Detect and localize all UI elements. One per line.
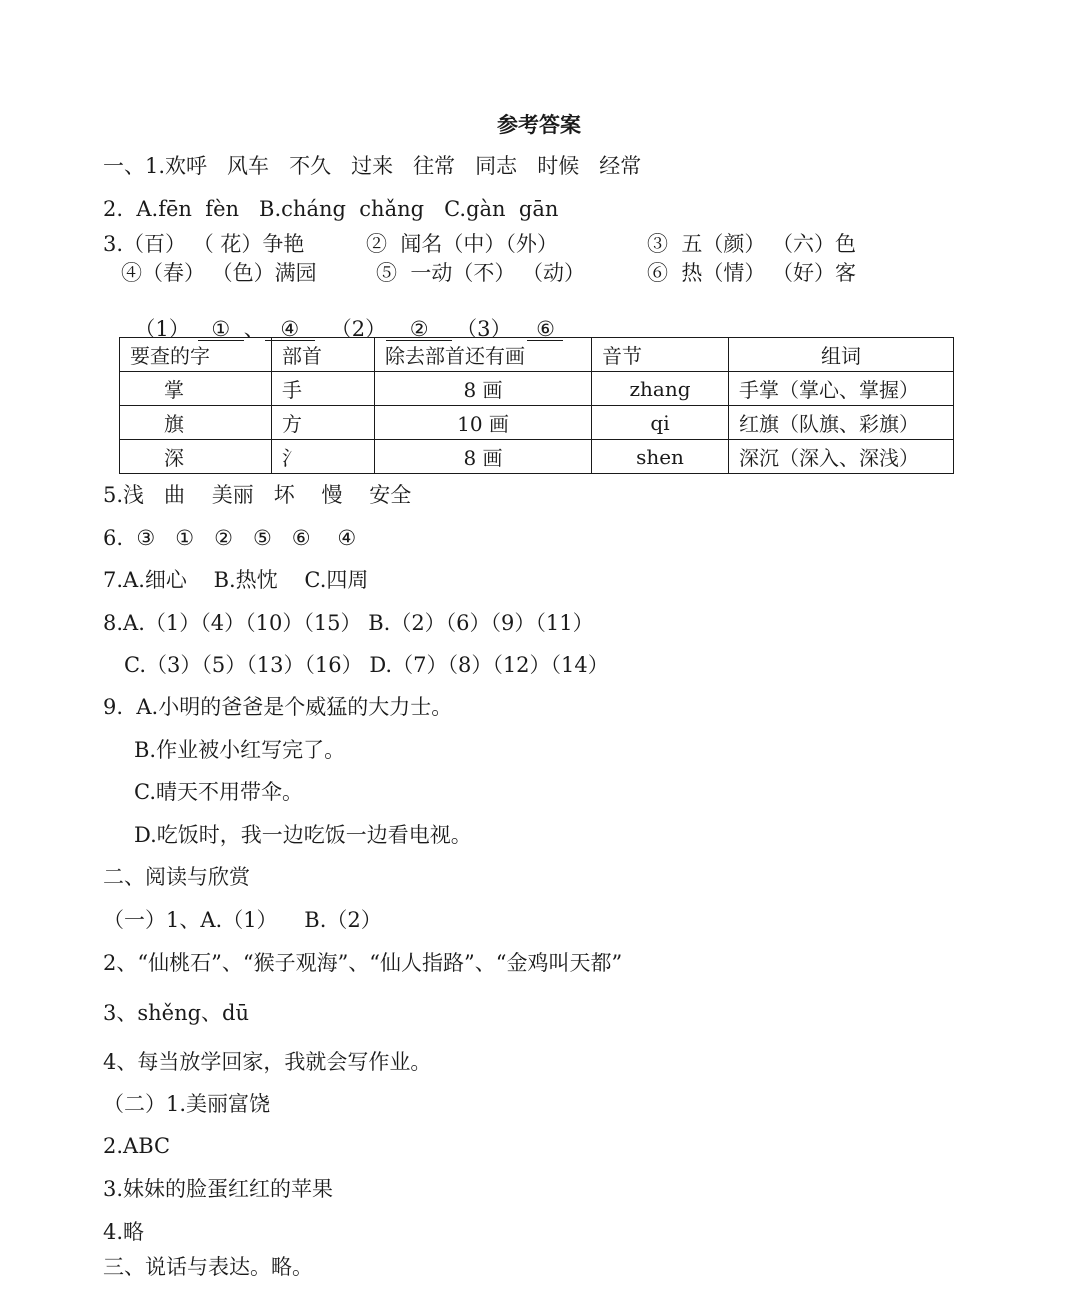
table-header-cell: 组词 (729, 338, 954, 372)
table-cell: 手 (272, 372, 375, 406)
answer-line-2: 2. A.fēn fèn B.cháng chǎng C.gàn gān (103, 197, 559, 221)
table-cell: 掌 (120, 372, 272, 406)
answer-line-20: 2.ABC (103, 1134, 171, 1158)
table-cell: 方 (272, 406, 375, 440)
table-cell: 氵 (272, 440, 375, 474)
section-heading-reading: 二、阅读与欣赏 (103, 865, 250, 889)
table-cell: 红旗（队旗、彩旗） (729, 406, 954, 440)
answer-line-4c: ⑥ 热（情） （好）客 (647, 261, 857, 285)
fill-answer-2: ④ (265, 319, 315, 341)
answer-line-13: D.吃饭时，我一边吃饭一边看电视。 (134, 823, 472, 847)
table-row (120, 372, 954, 406)
answer-line-17: 3、shěng、dū (103, 1001, 250, 1025)
answer-line-6: 6. ③ ① ② ⑤ ⑥ ④ (103, 526, 357, 550)
answer-line-16: 2、“仙桃石”、“猴子观海”、“仙人指路”、“金鸡叫天都” (103, 951, 623, 975)
answer-line-3a: 3.（百） （ 花）争艳 (103, 232, 305, 256)
answer-line-7: 7.A.细心 B.热忱 C.四周 (103, 568, 369, 592)
table-header-cell: 部首 (272, 338, 375, 372)
fill-answer-1: ① (198, 319, 244, 341)
table-cell: qi (592, 406, 729, 440)
fill-answer-4: ⑥ (527, 319, 563, 341)
answer-line-4a: ④（春） （色）满园 (121, 261, 317, 285)
answer-line-12: C.晴天不用带伞。 (134, 780, 303, 804)
fill-label-3: （3） (456, 317, 512, 341)
table-header-cell: 除去部首还有画 (375, 338, 592, 372)
answer-line-19: （二）1.美丽富饶 (103, 1092, 271, 1116)
fill-label-2: （2） (330, 317, 387, 341)
table-cell: 10 画 (375, 406, 592, 440)
table-row (120, 440, 954, 474)
answer-line-15: （一）1、A.（1） B.（2） (103, 908, 382, 932)
table-row (120, 406, 954, 440)
fill-separator: 、 (243, 317, 265, 341)
table-cell: shen (592, 440, 729, 474)
answer-line-4b: ⑤ 一动（不） （动） (376, 261, 586, 285)
table-cell: zhang (592, 372, 729, 406)
section-heading-speaking: 三、说话与表达。略。 (103, 1255, 313, 1279)
fill-blank-line (121, 298, 563, 341)
table-cell: 手掌（掌心、掌握） (729, 372, 954, 406)
answer-line-22: 4.略 (103, 1220, 145, 1244)
fill-answer-3: ② (386, 319, 452, 341)
table-header-cell: 音节 (592, 338, 729, 372)
page-title: 参考答案 (497, 112, 581, 137)
table-cell: 深沉（深入、深浅） (729, 440, 954, 474)
answer-line-8: 8.A.（1）（4）（10）（15） B.（2）（6）（9）（11） (103, 611, 594, 635)
answer-line-18: 4、每当放学回家，我就会写作业。 (103, 1050, 432, 1074)
character-lookup-table (119, 337, 954, 474)
table-header-row (120, 338, 954, 372)
table-cell: 深 (120, 440, 272, 474)
answer-line-3b: ② 闻名（中）（外） (366, 232, 558, 256)
answer-line-9: C.（3）（5）（13）（16） D.（7）（8）（12）（14） (124, 653, 609, 677)
table-header-cell: 要查的字 (120, 338, 272, 372)
table-cell: 8 画 (375, 440, 592, 474)
table-cell: 8 画 (375, 372, 592, 406)
table-cell: 旗 (120, 406, 272, 440)
fill-label-1: （1） (134, 317, 190, 341)
answer-line-11: B.作业被小红写完了。 (134, 738, 346, 762)
answer-line-21: 3.妹妹的脸蛋红红的苹果 (103, 1177, 334, 1201)
answer-line-10: 9. A.小明的爸爸是个威猛的大力士。 (103, 695, 453, 719)
answer-line-5: 5.浅 曲 美丽 坏 慢 安全 (103, 483, 412, 507)
answer-line-3c: ③ 五（颜） （六）色 (647, 232, 857, 256)
answer-line-1: 一、1.欢呼 风车 不久 过来 往常 同志 时候 经常 (103, 154, 642, 178)
